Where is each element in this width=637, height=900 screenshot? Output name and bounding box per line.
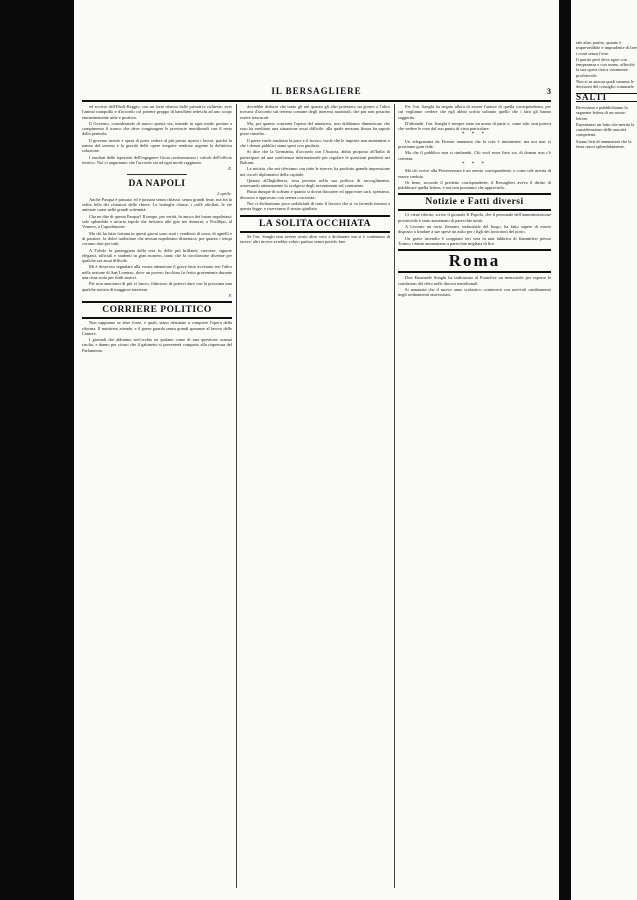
newspaper-page [74,0,559,900]
page-number: 3 [547,87,551,96]
article-paragraph: Siamo lieti di annunziare che la festa riuscì splendidamente. [576,138,632,150]
column-1 [82,104,232,890]
article-paragraph: Che ne dite di questa Pasqua? Il tempo, per verità, fu amico dei buoni napoletani: sole splendido e un'aria tepida che invitava alle gite nei dintorni, a Posillipo, al Vomero, a Capodimonte. [82,213,232,230]
article-paragraph: D'altronde, l'on. Songhi è sempre stato un uomo di parte e, come tale, non poteva che vedere le cose dal suo punto di vista particolare. [398,120,551,132]
article-paragraph: Basta dunque di sofismi e quanto si dovrà discutere ed approvare sarà, speriamo, discusso e approvato con serena coscienza. [240,189,390,200]
scan-gutter [559,0,571,900]
section-title-la-solita-occhiata: LA SOLITA OCCHIATA [240,215,390,233]
column-rule [236,104,237,888]
article-paragraph: A Toledo la passeggiata della sera fu delle più brillanti; carrozze, signore eleganti, ufficiali e studenti in gran numero, tanto che la circolazione divenne per qualche ora assai difficile. [82,247,232,264]
article-paragraph: dovrebbe dedurre che tanto gli uni quanto gli altri potessero un giorno o l'altro trovarsi d'accordo sul terreno comune degli interessi nazionali, che più non possono essere trascurati. [240,104,390,120]
article-paragraph: Il Governo, considerando di nuovo questa via, intende in ogni modo portare a compimento il tronco che deve congiungere le provincie meridionali con il resto della penisola. [82,120,232,137]
article-paragraph: Anche Pasqua è passata; ed è passata senza chiasso, senza grandi feste, ma fra la solita folla dei visitatori delle chiese. Le botteghe chiuse, i caffè affollati, le vie animate come nelle grandi solennità. [82,196,232,213]
article-paragraph: Si annunzia che il nuovo anno scolastico comincerà con notevoli cambiamenti negli ordinamenti universitari. [398,286,551,298]
article-paragraph: La notizia, che noi riferiamo con tutte le riserve, ha prodotto grande impressione nei circoli diplomatici della capitale. [240,166,390,177]
section-title-da-napoli: DA NAPOLI [128,178,186,189]
masthead-title: IL BERSAGLIERE [271,86,362,96]
article-paragraph: Per non annoiarvi di più vi lascio, fiducioso di potervi dare con la prossima mia qualche notizia di maggiore interesse. [82,281,232,292]
article-paragraph: Per l'on. Songhi ha negato allora di essere l'autore di quella corrispondenza, per cui vogliamo credere che egli abbia scritto soltanto quello che i fatti gli hanno suggerito. [398,104,551,120]
column-2 [240,104,390,890]
article-paragraph: Il partito però deve agire con temperanza e con senno, affinchè la sua opera riesca veramente profittevole. [576,56,635,78]
scan-left-edge [0,0,74,900]
article-paragraph: Un grave incendio è scoppiato ieri sera in una fabbrica di fiammiferi presso Torino; i danni ammontano a parecchie migliaia di lire. [398,235,551,246]
page-header [82,86,551,102]
column-rule [394,104,395,888]
article-paragraph: ed eccetto dell'Eboli-Reggio, con un forte ribasso dalle primitive richieste, aver l'animo tranquillo e d'accordo col potente gruppo di banchieri tedeschi ad uno scopo eminentemente utile e positivo. [82,104,232,120]
article-paragraph: Ma chi scrive alla Perseveranza è un onesto corrispondente, e come tale merita di essere creduto. [398,168,551,179]
article-paragraph: Non si sa ancora quali saranno le decisioni del consiglio comunale. [576,79,635,90]
dateline: 2 aprile. [217,190,232,196]
article-paragraph: Si dice che la Germania, d'accordo con l'Austria, abbia proposto all'Italia di partecipare ad una conferenza internazionale per regolare le questioni pendenti nei Balcani. [240,149,390,165]
article-paragraph: Il governo insiste e spera di poter vedere al più presto ripresi i lavori, poichè la natura del terreno e la gravità delle opere eseguite rendono urgente la definitiva soluzione. [82,137,232,154]
article-paragraph: Noi ci dichiariamo poco soddisfatti di tutto il lavorio che si va facendo intorno a questa legge, e riserviamo il nostro giudizio. [240,201,390,212]
article-paragraph: I risultati delle ispezioni dell'ingegnere Gioia confermarono i calcoli dell'ufficio tecnico. Noi ci auguriamo che l'accordo sia ad ogni modo raggiunto. [82,154,232,165]
divider [127,174,187,175]
article-paragraph: Ma che il pubblico non si rimbambi, Chi vuol esser lieto sia, di doman non c'è certezza. [398,150,551,161]
article-paragraph: Il paese vuole anzitutto la pace e il lavoro; vuole che le imposte non aumentino e che i denari pubblici siano spesi con giudizio. [240,137,390,149]
article-paragraph: Esponiamo un fatto che merita la considerazione delle autorità competenti. [576,121,635,138]
article-paragraph: Non sappiamo se altre forze, e quali, siano destinate a compiere l'opera della riforma. Il ministero attende, e il paese guarda senza grandi speranze al lavoro delle Camere. [82,320,232,336]
section-title-roma: Roma [398,249,551,273]
article-paragraph: Ma, per quanto concerne l'opera del ministero, non dobbiamo dimenticare che esso ha ereditato una situazione assai difficile, alla quale nessuno finora ha saputo porre rimedio. [240,120,390,137]
separator-stars: * * * [462,132,487,138]
article-paragraph: Un telegramma da Firenze annunzia che la crisi è imminente; ma noi non vi prestiamo gran fede. [398,138,551,150]
article-paragraph: Ma chi ha fatto fortuna in questi giorni sono stati i venditori di uova, di agnelli e di pastiere, la dolce tradizione che nessun napoletano dimentica, per quanto i tempi corrano duri per tutti. [82,230,232,247]
article-signature: F. [228,292,232,298]
adjacent-page-column [576,40,637,890]
section-title-salti: SALTI [576,93,637,102]
article-paragraph: Se l'on. Songhi non avesse avuto altro voto a dichiarare ma si è contentato di tacere; altri invece avrebbe voluto parlare senza poterlo fare. [240,233,390,244]
section-title-corriere-politico: CORRIERE POLITICO [82,301,232,319]
column-3 [398,104,551,890]
article-paragraph: Or bene, secondo il predetto corrispondente, il Bersaglieri aveva il diritto di pubblicare quella lettera, e noi non possiamo che approvarlo. [398,179,551,191]
article-paragraph: Don Emanuele Songhi ha indirizzato al Pontefice un memoriale per esporre le condizioni del clero nelle diocesi meridionali. [398,275,551,286]
article-paragraph: Ci viene riferito, scrive il giornale Il Popolo, che il personale dell'amministrazione provinciale è stato aumentato di parecchie unità. [398,212,551,223]
article-paragraph: Riceviamo e pubblichiamo la seguente lettera di un nostro lettore. [576,104,628,121]
separator-stars: * * * [462,161,487,167]
adjacent-page [571,0,637,900]
article-paragraph: tale altro partito, quanto è imprevedibile e imprudente di fare i conti senza l'oste. [576,40,637,56]
article-paragraph: Mi è doveroso segnalare alla vostra attenzione il grave fatto avvenuto ieri l'altro nella sezione di San Lorenzo, dove un povero facchino fu ferito gravemente durante una rissa sorta per futili motivi. [82,264,232,281]
article-paragraph: Quanto all'Inghilterra, essa persiste nella sua politica di raccoglimento, osservando attentamente lo svolgersi degli avvenimenti sul continente. [240,177,390,189]
article-paragraph: I giornali che abbiamo sott'occhio ne parlano come di una questione oramai risolta, e danno per sicuro che il gabinetto si presenterà compatto alla riapertura del Parlamento. [82,337,232,353]
section-title-notizie-e-fatti-diversi: Notizie e Fatti diversi [398,193,551,211]
article-paragraph: A Livorno un certo Zenzani, industriale del luogo, ha fatto sapere di essere disposto a fondare a sue spese un asilo per i figli dei lavoratori del porto. [398,224,551,235]
article-signature: E. [228,166,232,172]
